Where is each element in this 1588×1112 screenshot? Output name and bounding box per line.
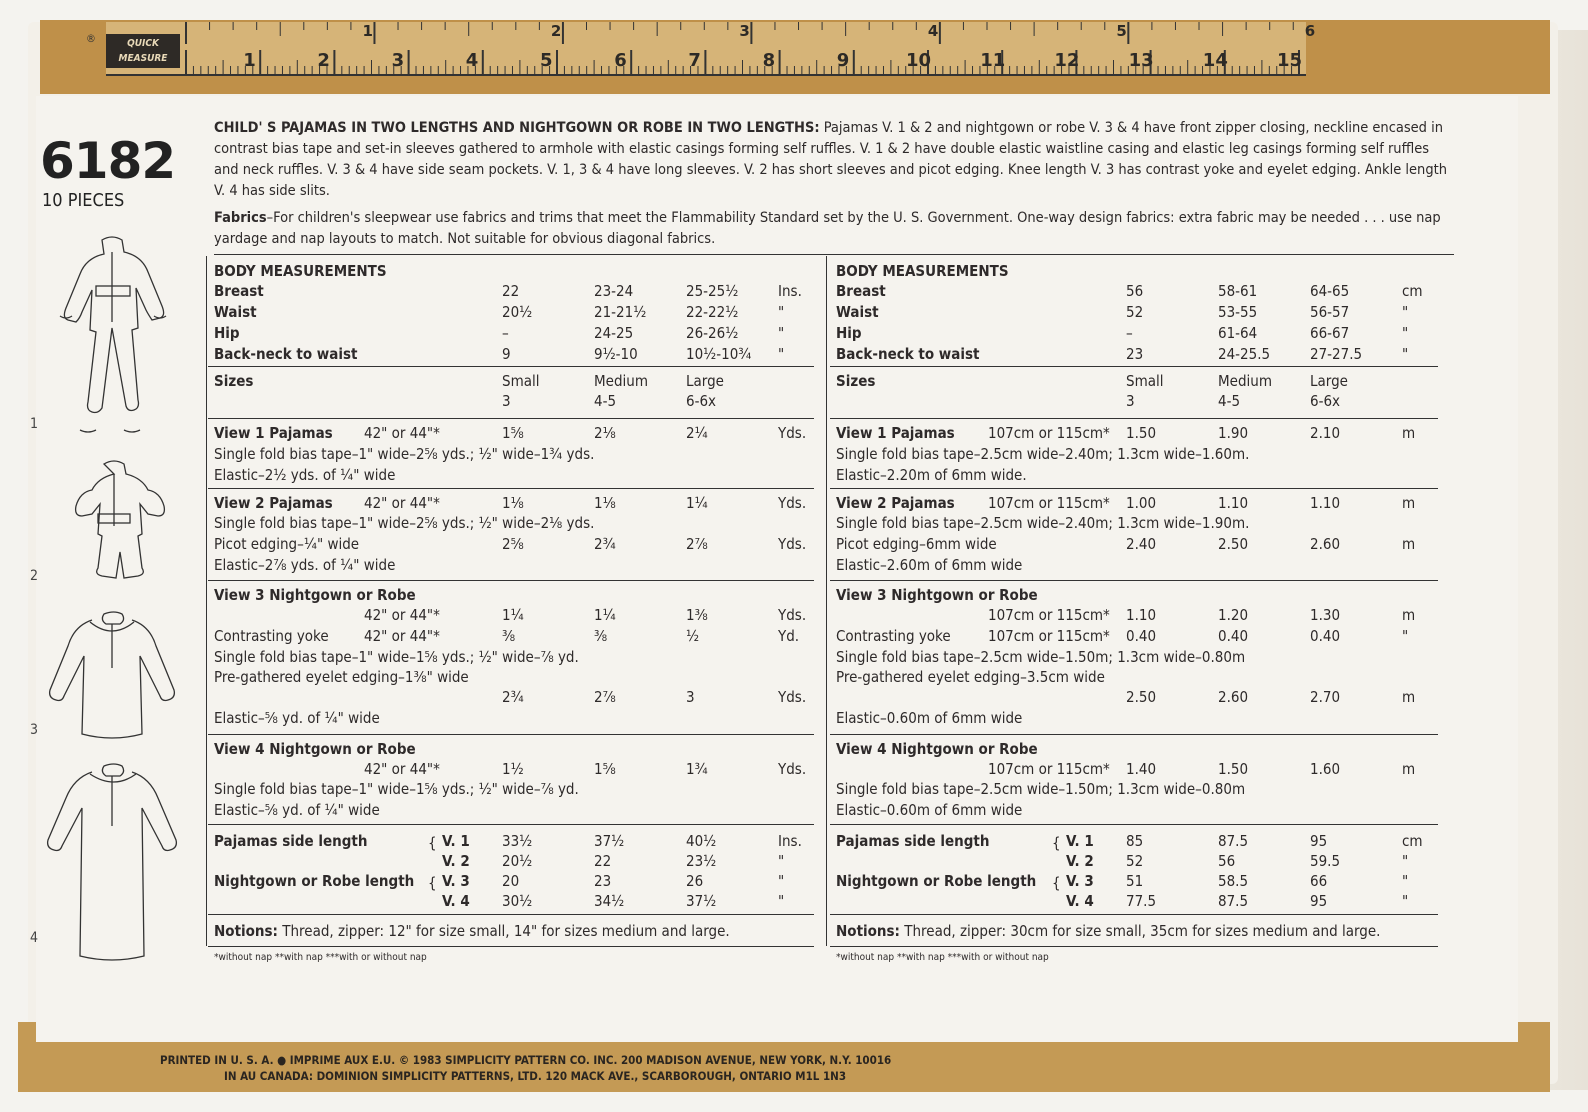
gown-length-label: Nightgown or Robe length	[836, 872, 1037, 890]
sizes-label: Sizes	[214, 372, 254, 390]
view-1-elastic: Elastic–2.20m of 6mm wide.	[836, 466, 1027, 484]
view-4-yardage-large: 1.60	[1310, 760, 1341, 778]
measurement-back-neck-to-waist-small: 23	[1126, 345, 1144, 363]
view-3-title: View 3 Nightgown or Robe	[836, 586, 1038, 604]
measurement-back-neck-to-waist-unit: "	[1402, 345, 1409, 363]
pajamas-length-v2-value-small: 52	[1126, 852, 1144, 870]
view-2-picot-label: Picot edging–6mm wide	[836, 535, 997, 553]
table-rule	[208, 580, 814, 581]
view-2-yardage-large: 1.10	[1310, 494, 1341, 512]
notions-row	[836, 922, 1380, 940]
view-1-yardage-medium: 1.90	[1218, 424, 1249, 442]
view-2-picot-large: 2.60	[1310, 535, 1341, 553]
length-brace: {	[428, 834, 437, 852]
inch-label: 1	[362, 22, 373, 40]
gown-length-v3-value-medium: 58.5	[1218, 872, 1249, 890]
measurement-breast-unit: cm	[1402, 282, 1423, 300]
measurement-breast-unit: Ins.	[778, 282, 802, 300]
size-name: Small	[1126, 372, 1164, 390]
measurement-hip-unit: "	[1402, 324, 1409, 342]
view-number-2: 2	[30, 568, 39, 584]
view-2-elastic: Elastic–2⅞ yds. of ¼" wide	[214, 556, 396, 574]
view-1-fabric-width: 107cm or 115cm*	[988, 424, 1110, 442]
view-1-title: View 1 Pajamas	[836, 424, 955, 442]
measurement-waist-small: 20½	[502, 303, 533, 321]
table-left-border	[206, 256, 207, 946]
description-body: Pajamas V. 1 & 2 and nightgown or robe V. 3 & 4 have front zipper closing, neckline encased in contrast bias tape and set-in sleeves gathered to armhole with elastic casings forming self ruffles. V. 1 & 2 have double elastic waistline casing and elastic leg casings forming self ruffles and neck ruffles. V. 3 & 4 have side seam pockets. V. 1, 3 & 4 have long sleeves. V. 2 has short sleeves and picot edging. Knee length V. 3 has contrast yoke and eyelet edging. Ankle length V. 4 has side slits.	[214, 120, 1447, 199]
view-3-yoke-large: 0.40	[1310, 627, 1341, 645]
gown-length-v4-value-large: 95	[1310, 892, 1328, 910]
view-1-yardage-small: 1.50	[1126, 424, 1157, 442]
size-number: 4-5	[1218, 392, 1241, 410]
measurement-breast-small: 56	[1126, 282, 1144, 300]
gown-length-v4-value-unit: "	[778, 892, 785, 910]
view-4-yardage-small: 1.40	[1126, 760, 1157, 778]
view-1-fabric-width: 42" or 44"*	[364, 424, 440, 442]
gown-length-v4-value-unit: "	[1402, 892, 1409, 910]
view-2-picot-label: Picot edging–¼" wide	[214, 535, 360, 553]
measurement-label: Waist	[214, 303, 257, 321]
view-4-title: View 4 Nightgown or Robe	[214, 740, 416, 758]
view-4-yardage-large: 1¾	[686, 760, 708, 778]
table-rule	[208, 488, 814, 489]
view-2-pajamas-sketch	[60, 456, 170, 586]
measurement-waist-medium: 21-21½	[594, 303, 647, 321]
pajamas-length-v2-value-small: 20½	[502, 852, 533, 870]
gown-length-v3-value-small: 20	[502, 872, 520, 890]
view-3-yardage-small: 1.10	[1126, 606, 1157, 624]
view-2-picot-small: 2⅝	[502, 535, 524, 553]
view-3-yardage-unit: Yds.	[778, 606, 807, 624]
size-number: 3	[1126, 392, 1135, 410]
view-1-yardage-small: 1⅝	[502, 424, 524, 442]
quick-measure-ruler	[86, 22, 1316, 76]
table-rule	[830, 366, 1438, 367]
gown-length-v4: V. 4	[1066, 892, 1094, 910]
measurement-waist-small: 52	[1126, 303, 1144, 321]
size-name: Large	[1310, 372, 1348, 390]
pajamas-length-v2-value-unit: "	[1402, 852, 1409, 870]
view-number-4: 4	[30, 930, 39, 946]
view-3-yoke-label: Contrasting yoke	[836, 627, 951, 645]
sizes-label: Sizes	[836, 372, 876, 390]
body-measurements-title: BODY MEASUREMENTS	[214, 262, 387, 280]
gown-length-v4-value-small: 30½	[502, 892, 533, 910]
view-1-bias-tape: Single fold bias tape–1" wide–2⅝ yds.; ½" wide–1¾ yds.	[214, 445, 595, 463]
cm-label: 8	[762, 50, 776, 71]
measurement-label: Back-neck to waist	[836, 345, 980, 363]
notions-row	[214, 922, 730, 940]
view-2-fabric-width: 107cm or 115cm*	[988, 494, 1110, 512]
cm-label: 12	[1054, 50, 1080, 71]
table-rule	[208, 734, 814, 735]
measurement-hip-small: –	[1126, 324, 1133, 342]
measurement-back-neck-to-waist-medium: 9½-10	[594, 345, 638, 363]
gown-length-v3-value-unit: "	[1402, 872, 1409, 890]
measurement-label: Breast	[836, 282, 886, 300]
view-2-picot-unit: Yds.	[778, 535, 807, 553]
view-3-yoke-unit: "	[1402, 627, 1409, 645]
view-3-eyelet-label: Pre-gathered eyelet edging–1⅜" wide	[214, 668, 469, 686]
printed-credits	[160, 1052, 891, 1084]
cm-label: 7	[688, 50, 701, 71]
cm-label: 11	[980, 50, 1006, 71]
gown-length-v4-value-small: 77.5	[1126, 892, 1157, 910]
measurement-label: Waist	[836, 303, 879, 321]
measurement-back-neck-to-waist-large: 10½-10¾	[686, 345, 752, 363]
cm-label: 3	[391, 50, 405, 71]
view-2-bias-tape: Single fold bias tape–1" wide–2⅝ yds.; ½" wide–2⅛ yds.	[214, 514, 595, 532]
pajamas-length-label: Pajamas side length	[214, 832, 368, 850]
pattern-description	[214, 118, 1454, 202]
fabrics-label: Fabrics	[214, 210, 267, 226]
view-3-fabric-width: 42" or 44"*	[364, 606, 440, 624]
pajamas-length-v2-value-large: 59.5	[1310, 852, 1341, 870]
table-divider	[826, 256, 827, 946]
view-1-pajamas-sketch	[52, 230, 172, 442]
view-1-yardage-unit: Yds.	[778, 424, 807, 442]
view-1-yardage-medium: 2⅛	[594, 424, 616, 442]
nap-footnote: *without nap **with nap ***with or without nap	[214, 952, 427, 963]
pajamas-length-v2-value-large: 23½	[686, 852, 717, 870]
view-4-yardage-unit: Yds.	[778, 760, 807, 778]
measurement-label: Hip	[214, 324, 240, 342]
length-brace: {	[1052, 834, 1061, 852]
table-rule	[830, 488, 1438, 489]
table-rule	[208, 366, 814, 367]
measurement-waist-large: 22-22½	[686, 303, 739, 321]
view-4-elastic: Elastic–0.60m of 6mm wide	[836, 801, 1023, 819]
size-name: Medium	[1218, 372, 1272, 390]
view-3-yardage-medium: 1.20	[1218, 606, 1249, 624]
view-2-yardage-unit: Yds.	[778, 494, 807, 512]
gown-length-v4-value-medium: 34½	[594, 892, 625, 910]
view-3-eyelet-large: 3	[686, 688, 695, 706]
credits-line-2: IN AU CANADA: DOMINION SIMPLICITY PATTERNS, LTD. 120 MACK AVE., SCARBOROUGH, ONTARIO M1L 1N3	[224, 1069, 847, 1083]
pajamas-length-v2: V. 2	[442, 852, 470, 870]
view-2-yardage-unit: m	[1402, 494, 1416, 512]
cm-label: 15	[1277, 50, 1303, 71]
view-3-eyelet-small: 2¾	[502, 688, 524, 706]
measurement-label: Back-neck to waist	[214, 345, 358, 363]
pajamas-length-v1-value-unit: Ins.	[778, 832, 802, 850]
view-number-3: 3	[30, 722, 39, 738]
view-2-title: View 2 Pajamas	[214, 494, 333, 512]
gown-length-v4-value-large: 37½	[686, 892, 717, 910]
gown-length-v3-value-medium: 23	[594, 872, 612, 890]
cm-label: 4	[465, 50, 479, 71]
view-3-bias-tape: Single fold bias tape–1" wide–1⅝ yds.; ½" wide–⅞ yd.	[214, 648, 579, 666]
size-name: Large	[686, 372, 724, 390]
gown-length-v3-value-large: 66	[1310, 872, 1328, 890]
measurement-hip-large: 26-26½	[686, 324, 739, 342]
view-3-yoke-large: ½	[686, 627, 700, 645]
view-2-yardage-small: 1.00	[1126, 494, 1157, 512]
table-rule	[830, 734, 1438, 735]
table-rule	[830, 824, 1438, 825]
inch-label: 5	[1116, 22, 1127, 40]
pajamas-length-v1-value-large: 40½	[686, 832, 717, 850]
cm-label: 1	[243, 50, 256, 71]
view-4-yardage-medium: 1⅝	[594, 760, 616, 778]
view-2-yardage-small: 1⅛	[502, 494, 524, 512]
pajamas-length-v1: V. 1	[442, 832, 470, 850]
measurement-breast-large: 25-25½	[686, 282, 739, 300]
fabrics-text: –For children's sleepwear use fabrics and trims that meet the Flammability Standard set by the U. S. Government. One-way design fabrics: extra fabric may be needed . . . use nap yardage and nap layouts to match. Not suitable for obvious diagonal fabrics.	[214, 210, 1441, 247]
measurement-back-neck-to-waist-medium: 24-25.5	[1218, 345, 1271, 363]
view-2-picot-small: 2.40	[1126, 535, 1157, 553]
view-3-eyelet-medium: 2⅞	[594, 688, 616, 706]
measurement-waist-unit: "	[1402, 303, 1409, 321]
pajamas-length-v2-value-unit: "	[778, 852, 785, 870]
pajamas-length-v1-value-unit: cm	[1402, 832, 1423, 850]
gown-length-v3-value-small: 51	[1126, 872, 1144, 890]
notions-text: Thread, zipper: 12" for size small, 14" for sizes medium and large.	[277, 922, 730, 940]
view-4-elastic: Elastic–⅝ yd. of ¼" wide	[214, 801, 380, 819]
measurement-breast-medium: 58-61	[1218, 282, 1258, 300]
nap-footnote: *without nap **with nap ***with or without nap	[836, 952, 1049, 963]
view-3-yoke-width: 107cm or 115cm*	[988, 627, 1110, 645]
view-3-elastic: Elastic–0.60m of 6mm wide	[836, 709, 1023, 727]
measurement-breast-small: 22	[502, 282, 520, 300]
table-rule	[830, 914, 1438, 915]
measurement-hip-large: 66-67	[1310, 324, 1350, 342]
notions-text: Thread, zipper: 30cm for size small, 35cm for sizes medium and large.	[899, 922, 1381, 940]
inch-label: 2	[550, 22, 562, 40]
length-brace: {	[428, 874, 437, 892]
cm-label: 13	[1128, 50, 1154, 71]
view-4-nightgown-sketch	[42, 760, 182, 970]
view-3-yoke-medium: ⅜	[594, 627, 608, 645]
length-brace: {	[1052, 874, 1061, 892]
view-3-eyelet-unit: Yds.	[778, 688, 807, 706]
view-2-bias-tape: Single fold bias tape–2.5cm wide–2.40m; 1.3cm wide–1.90m.	[836, 514, 1250, 532]
inch-label: 4	[927, 22, 939, 40]
table-rule	[208, 418, 814, 419]
view-2-title: View 2 Pajamas	[836, 494, 955, 512]
cm-label: 14	[1202, 50, 1228, 71]
pajamas-length-v1-value-large: 95	[1310, 832, 1328, 850]
view-2-yardage-medium: 1⅛	[594, 494, 616, 512]
view-2-fabric-width: 42" or 44"*	[364, 494, 440, 512]
view-3-yoke-unit: Yd.	[778, 627, 800, 645]
view-2-picot-large: 2⅞	[686, 535, 708, 553]
pajamas-length-v1-value-medium: 87.5	[1218, 832, 1249, 850]
view-1-yardage-large: 2¼	[686, 424, 708, 442]
view-3-elastic: Elastic–⅝ yd. of ¼" wide	[214, 709, 380, 727]
notions-label: Notions:	[836, 922, 900, 940]
measurement-waist-large: 56-57	[1310, 303, 1350, 321]
notions-label: Notions:	[214, 922, 278, 940]
view-3-title: View 3 Nightgown or Robe	[214, 586, 416, 604]
measurement-waist-unit: "	[778, 303, 785, 321]
pajamas-length-label: Pajamas side length	[836, 832, 990, 850]
view-4-yardage-unit: m	[1402, 760, 1416, 778]
view-4-bias-tape: Single fold bias tape–1" wide–1⅝ yds.; ½" wide–⅞ yd.	[214, 780, 579, 798]
gown-length-label: Nightgown or Robe length	[214, 872, 415, 890]
measurement-back-neck-to-waist-unit: "	[778, 345, 785, 363]
inch-label: 3	[739, 22, 750, 40]
measurement-breast-medium: 23-24	[594, 282, 634, 300]
measurement-hip-medium: 61-64	[1218, 324, 1258, 342]
view-4-fabric-width: 107cm or 115cm*	[988, 760, 1110, 778]
measurement-breast-large: 64-65	[1310, 282, 1350, 300]
ruler-ticks	[182, 22, 1316, 76]
view-2-yardage-large: 1¼	[686, 494, 708, 512]
size-name: Medium	[594, 372, 648, 390]
size-number: 3	[502, 392, 511, 410]
size-name: Small	[502, 372, 540, 390]
size-number: 6-6x	[1310, 392, 1341, 410]
view-4-title: View 4 Nightgown or Robe	[836, 740, 1038, 758]
view-3-eyelet-label: Pre-gathered eyelet edging–3.5cm wide	[836, 668, 1105, 686]
measurement-back-neck-to-waist-large: 27-27.5	[1310, 345, 1363, 363]
pattern-number: 6182	[40, 132, 176, 190]
view-3-yoke-medium: 0.40	[1218, 627, 1249, 645]
pieces-count: 10 PIECES	[42, 190, 125, 211]
pajamas-length-v1-value-small: 33½	[502, 832, 533, 850]
measurement-waist-medium: 53-55	[1218, 303, 1258, 321]
pajamas-length-v1: V. 1	[1066, 832, 1094, 850]
size-number: 4-5	[594, 392, 617, 410]
view-2-picot-unit: m	[1402, 535, 1416, 553]
view-3-eyelet-small: 2.50	[1126, 688, 1157, 706]
view-3-yardage-large: 1⅜	[686, 606, 708, 624]
view-4-fabric-width: 42" or 44"*	[364, 760, 440, 778]
gown-length-v4-value-medium: 87.5	[1218, 892, 1249, 910]
measurement-label: Hip	[836, 324, 862, 342]
pajamas-length-v2: V. 2	[1066, 852, 1094, 870]
view-1-title: View 1 Pajamas	[214, 424, 333, 442]
description-title: CHILD' S PAJAMAS IN TWO LENGTHS AND NIGHTGOWN OR ROBE IN TWO LENGTHS:	[214, 120, 820, 136]
credits-line-1: PRINTED IN U. S. A. ● IMPRIME AUX E.U. © 1983 SIMPLICITY PATTERN CO. INC. 200 MADISON AVENUE, NEW YORK, N.Y. 10016	[160, 1053, 892, 1067]
view-3-yardage-unit: m	[1402, 606, 1416, 624]
view-3-eyelet-large: 2.70	[1310, 688, 1341, 706]
view-3-nightgown-sketch	[46, 608, 176, 748]
measurement-back-neck-to-waist-small: 9	[502, 345, 511, 363]
fabrics-note	[214, 208, 1454, 255]
body-measurements-title: BODY MEASUREMENTS	[836, 262, 1009, 280]
view-4-bias-tape: Single fold bias tape–2.5cm wide–1.50m; 1.3cm wide–0.80m	[836, 780, 1246, 798]
view-3-fabric-width: 107cm or 115cm*	[988, 606, 1110, 624]
view-1-bias-tape: Single fold bias tape–2.5cm wide–2.40m; 1.3cm wide–1.60m.	[836, 445, 1250, 463]
view-3-eyelet-medium: 2.60	[1218, 688, 1249, 706]
table-rule	[208, 946, 814, 947]
gown-length-v4: V. 4	[442, 892, 470, 910]
measurement-hip-medium: 24-25	[594, 324, 634, 342]
pajamas-length-v1-value-small: 85	[1126, 832, 1144, 850]
view-1-yardage-unit: m	[1402, 424, 1416, 442]
view-2-yardage-medium: 1.10	[1218, 494, 1249, 512]
view-3-yoke-width: 42" or 44"*	[364, 627, 440, 645]
table-rule	[208, 914, 814, 915]
measurement-label: Breast	[214, 282, 264, 300]
view-1-elastic: Elastic–2½ yds. of ¼" wide	[214, 466, 396, 484]
view-3-yoke-small: ⅜	[502, 627, 516, 645]
table-rule	[208, 824, 814, 825]
view-3-yardage-small: 1¼	[502, 606, 524, 624]
view-3-yardage-large: 1.30	[1310, 606, 1341, 624]
table-rule	[830, 580, 1438, 581]
measurement-hip-unit: "	[778, 324, 785, 342]
cm-label: 9	[836, 50, 850, 71]
registered-mark: ®	[86, 32, 96, 45]
view-1-yardage-large: 2.10	[1310, 424, 1341, 442]
size-number: 6-6x	[686, 392, 717, 410]
gown-length-v3-value-unit: "	[778, 872, 785, 890]
view-3-yoke-label: Contrasting yoke	[214, 627, 329, 645]
view-3-bias-tape: Single fold bias tape–2.5cm wide–1.50m; 1.3cm wide–0.80m	[836, 648, 1246, 666]
view-2-picot-medium: 2.50	[1218, 535, 1249, 553]
measurement-hip-small: –	[502, 324, 509, 342]
pajamas-length-v1-value-medium: 37½	[594, 832, 625, 850]
inch-label: 6	[1304, 22, 1316, 40]
view-4-yardage-medium: 1.50	[1218, 760, 1249, 778]
quick-measure-label: QUICK MEASURE	[106, 34, 180, 68]
view-4-yardage-small: 1½	[502, 760, 524, 778]
table-rule	[830, 418, 1438, 419]
view-3-yardage-medium: 1¼	[594, 606, 616, 624]
table-rule	[830, 946, 1438, 947]
gown-length-v3: V. 3	[1066, 872, 1094, 890]
cm-label: 2	[317, 50, 330, 71]
cm-label: 6	[614, 50, 627, 71]
view-number-1: 1	[30, 416, 39, 432]
view-2-elastic: Elastic–2.60m of 6mm wide	[836, 556, 1023, 574]
gown-length-v3-value-large: 26	[686, 872, 704, 890]
cm-label: 10	[906, 50, 932, 71]
view-2-picot-medium: 2¾	[594, 535, 616, 553]
pajamas-length-v2-value-medium: 56	[1218, 852, 1236, 870]
gown-length-v3: V. 3	[442, 872, 470, 890]
cm-label: 5	[540, 50, 553, 71]
view-3-eyelet-unit: m	[1402, 688, 1416, 706]
pajamas-length-v2-value-medium: 22	[594, 852, 612, 870]
view-3-yoke-small: 0.40	[1126, 627, 1157, 645]
